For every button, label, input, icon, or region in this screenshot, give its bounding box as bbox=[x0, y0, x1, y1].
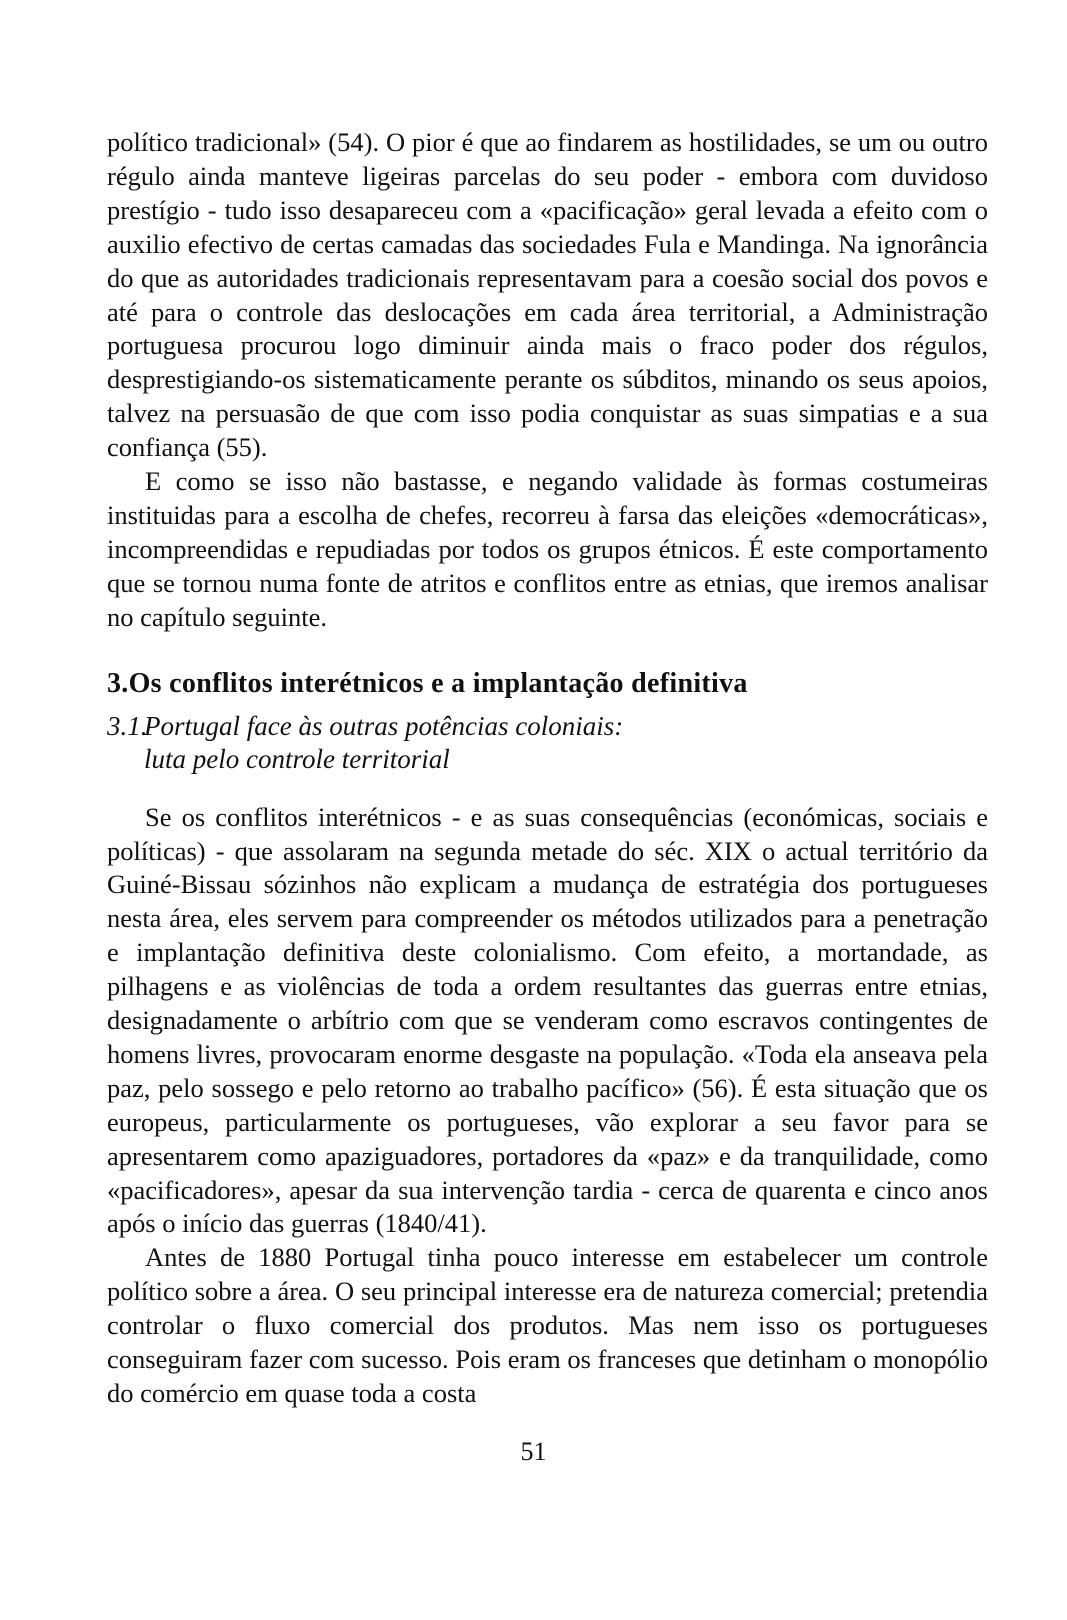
paragraph-elections: E como se isso não bastasse, e negando validade às formas costumeiras instituidas para a escolha de chefes, recorreu à farsa das eleições «democráticas», incompreendidas e repudiadas por todos os grupos étnicos. É este comportamento que se tornou numa fonte de atritos e conflitos entre as etnias, que iremos analisar no capítulo seguinte. bbox=[107, 466, 988, 632]
subsection-title-line2: luta pelo controle territorial bbox=[144, 743, 450, 774]
section-heading: 3.Os conflitos interétnicos e a implantação definitiva bbox=[107, 667, 748, 699]
subsection-number: 3.1. bbox=[107, 710, 148, 741]
paragraph-interethnic-conflicts: Se os conflitos interétnicos - e as suas consequências (económicas, sociais e políticas) - que assolaram na segunda metade do séc. XIX o actual território da Guiné-Bissau sózinhos não explicam a mudança de estratégia dos portugueses nesta área, eles servem para compreender os métodos utilizados para a penetração e implantação definitiva deste colonialismo. Com efeito, a mortandade, as pilhagens e as violências de toda a ordem resultantes das guerras entre etnias, designadamente o arbítrio com que se venderam como escravos contingentes de homens livres, provocaram enorme desgaste na população. «Toda ela anseava pela paz, pelo sossego e pelo retorno ao trabalho pacífico» (56). É esta situação que os europeus, particularmente os portugueses, vão explorar a seu favor para se apresentarem como apaziguadores, portadores da «paz» e da tranquilidade, como «pacificadores», apesar da sua intervenção tardia - cerca de quarenta e cinco anos após o início das guerras (1840/41). bbox=[107, 801, 988, 1239]
subsection-heading bbox=[107, 710, 988, 776]
page-number: 51 bbox=[520, 1437, 547, 1466]
page-body bbox=[107, 126, 988, 1411]
paragraph-before-1880: Antes de 1880 Portugal tinha pouco interesse em estabelecer um controle político sobre a área. O seu principal interesse era de natureza comercial; pretendia controlar o fluxo comercial dos produtos. Mas nem isso os portugueses conseguiram fazer com sucesso. Pois eram os franceses que detinham o monopólio do comércio em quase toda a costa bbox=[107, 1242, 988, 1408]
paragraph-continuation: político tradicional» (54). O pior é que ao findarem as hostilidades, se um ou outro régulo ainda manteve ligeiras parcelas do seu poder - embora com duvidoso prestígio - tudo isso desapareceu com a «pacificação» geral levada a efeito com o auxilio efectivo de certas camadas das sociedades Fula e Mandinga. Na ignorância do que as autoridades tradicionais representavam para a coesão social dos povos e até para o controle das deslocações em cada área territorial, a Administração portuguesa procurou logo diminuir ainda mais o fraco poder dos régulos, desprestigiando-os sistematicamente perante os súbditos, minando os seus apoios, talvez na persuasão de que com isso podia conquistar as suas simpatias e a sua confiança (55). bbox=[107, 127, 988, 463]
subsection-title-line1: Portugal face às outras potências coloniais: bbox=[144, 710, 624, 741]
